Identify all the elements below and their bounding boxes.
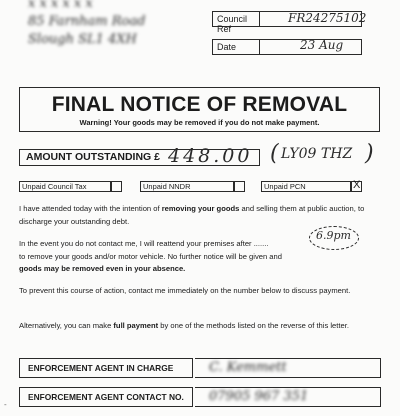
date-label-cell	[212, 39, 260, 55]
p1-text-bold: removing your goods	[161, 204, 240, 213]
notice-title: FINAL NOTICE OF REMOVAL	[51, 93, 348, 116]
p1-text-a: I have attended today with the intention of	[19, 204, 162, 213]
council-ref-value-cell	[259, 11, 367, 27]
p1-text-c: and selling them at public auction, to discharge your outstanding debt.	[19, 204, 365, 226]
amount-outstanding-label: AMOUNT OUTSTANDING £	[26, 151, 160, 163]
vehicle-reg-paren-left: (	[270, 141, 279, 166]
paragraph-payment	[19, 320, 381, 333]
date-value-cell	[259, 39, 362, 55]
notice-subtitle: Warning! Your goods may be removed if you do not make payment.	[79, 118, 320, 127]
agent-in-charge-value: C. Kemmett	[209, 360, 287, 375]
p2-text-b: to remove your goods and/or motor vehicle. No further notice will be given and	[19, 251, 282, 261]
debt-type-nndr	[140, 181, 234, 192]
p2-text-a: In the event you do not contact me, I will reattend your premises after	[19, 239, 252, 248]
debt-type-council-tax-checkbox[interactable]	[111, 181, 122, 192]
agent-in-charge-value-cell	[195, 358, 381, 378]
agent-in-charge-label: ENFORCEMENT AGENT IN CHARGE	[28, 363, 174, 373]
date-label: Date	[217, 42, 237, 52]
debt-type-pcn-checkbox[interactable]	[351, 181, 362, 192]
debt-type-nndr-checkbox[interactable]	[234, 181, 245, 192]
debt-type-council-tax-label: Unpaid Council Tax	[22, 182, 87, 191]
vehicle-reg-paren-right: )	[365, 141, 374, 166]
debt-type-council-tax	[19, 181, 111, 192]
reattend-time: 6.9pm	[316, 229, 351, 242]
p4-text-a: Alternatively, you can make	[19, 321, 114, 330]
council-ref-label-cell	[212, 11, 260, 34]
debt-type-nndr-label: Unpaid NNDR	[143, 182, 191, 191]
vehicle-reg: LY09 THZ	[281, 146, 353, 162]
address-line-1: x x x x x x	[28, 0, 93, 11]
paragraph-contact: To prevent this course of action, contact me immediately on the number below to discuss payment.	[19, 286, 351, 295]
margin-mark: -	[4, 400, 7, 409]
agent-contact-label-cell	[19, 387, 193, 407]
address-line-2: 85 Farnham Road	[28, 14, 146, 29]
notice-title-box	[19, 87, 380, 132]
agent-contact-label: ENFORCEMENT AGENT CONTACT NO.	[28, 392, 184, 402]
recipient-address	[24, 0, 184, 56]
address-line-3: Slough SL1 4XH	[28, 32, 137, 47]
paragraph-reattend: In the event you do not contact me, I will reattend your premises after ....... to remove your goods and/or motor vehicle. No further notice will be given and goods may be removed even in your absence.	[19, 239, 282, 273]
p4-text-bold: full payment	[113, 321, 159, 330]
agent-in-charge-label-cell	[19, 358, 193, 378]
debt-type-pcn-label: Unpaid PCN	[264, 182, 306, 191]
agent-contact-value: 07905 967 351	[209, 389, 309, 404]
amount-outstanding-box	[19, 145, 260, 167]
council-ref-label: Council Ref	[217, 14, 248, 34]
pcn-check-mark: X	[353, 179, 361, 191]
amount-outstanding-value: 448.00	[168, 145, 253, 167]
p2-text-bold: goods may be removed even in your absence.	[19, 264, 186, 273]
p4-text-c: by one of the methods listed on the reverse of this letter.	[158, 321, 349, 330]
debt-type-pcn	[261, 181, 351, 192]
paragraph-intention	[19, 203, 381, 228]
council-ref-value: FR24275102	[288, 11, 367, 25]
date-value: 23 Aug	[300, 38, 344, 52]
agent-contact-value-cell	[195, 387, 381, 407]
